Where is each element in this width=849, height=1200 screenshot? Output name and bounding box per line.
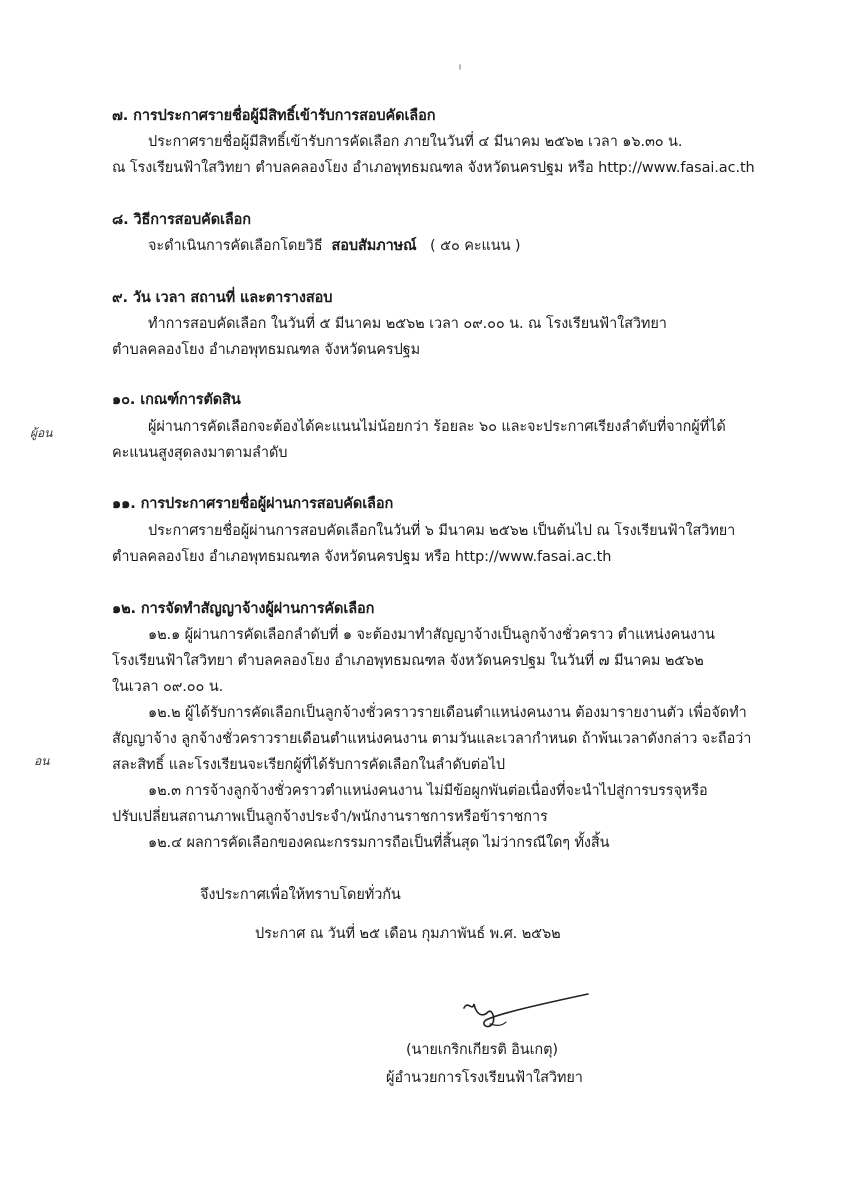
section-7-line-2: ณ โรงเรียนฟ้าใสวิทยา ตำบลคลองโยง อำเภอพุทธมณฑล จังหวัดนครปฐม หรือ http://www.fasai.ac.th xyxy=(112,160,755,176)
scan-speck xyxy=(459,64,461,70)
section-10-heading: ๑๐. เกณฑ์การตัดสิน xyxy=(112,392,241,408)
closing-announcement: จึงประกาศเพื่อให้ทราบโดยทั่วกัน xyxy=(200,887,401,903)
section-7-heading: ๗. การประกาศรายชื่อผู้มีสิทธิ์เข้ารับการสอบคัดเลือก xyxy=(112,108,436,124)
announcement-date: ประกาศ ณ วันที่ ๒๕ เดือน กุมภาพันธ์ พ.ศ. ๒๕๖๒ xyxy=(255,926,561,942)
section-8-score: ( ๕๐ คะแนน ) xyxy=(430,238,521,254)
section-12-2-line-3: สละสิทธิ์ และโรงเรียนจะเรียกผู้ที่ได้รับการคัดเลือกในลำดับต่อไป xyxy=(112,757,505,773)
section-12-4-line-1: ๑๒.๔ ผลการคัดเลือกของคณะกรรมการถือเป็นที่สิ้นสุด ไม่ว่ากรณีใดๆ ทั้งสิ้น xyxy=(148,835,610,851)
section-10-line-1: ผู้ผ่านการคัดเลือกจะต้องได้คะแนนไม่น้อยกว่า ร้อยละ ๖๐ และจะประกาศเรียงลำดับที่จากผู้ที่ได้ xyxy=(148,419,726,435)
section-9-line-1: ทำการสอบคัดเลือก ในวันที่ ๕ มีนาคม ๒๕๖๒ เวลา ๐๙.๐๐ น. ณ โรงเรียนฟ้าใสวิทยา xyxy=(148,316,667,332)
section-7-line-1: ประกาศรายชื่อผู้มีสิทธิ์เข้ารับการคัดเลือก ภายในวันที่ ๔ มีนาคม ๒๕๖๒ เวลา ๑๖.๓๐ น. xyxy=(148,134,683,150)
section-12-heading: ๑๒. การจัดทำสัญญาจ้างผู้ผ่านการคัดเลือก xyxy=(112,601,375,617)
section-9-line-2: ตำบลคลองโยง อำเภอพุทธมณฑล จังหวัดนครปฐม xyxy=(112,342,421,358)
section-8-method: สอบสัมภาษณ์ xyxy=(331,238,417,254)
handwritten-signature xyxy=(462,990,592,1034)
margin-handwritten-note-1: ผู้อน xyxy=(30,426,53,440)
section-11-line-1: ประกาศรายชื่อผู้ผ่านการสอบคัดเลือกในวันที่ ๖ มีนาคม ๒๕๖๒ เป็นต้นไป ณ โรงเรียนฟ้าใสวิทยา xyxy=(148,523,736,539)
section-12-2-line-2: สัญญาจ้าง ลูกจ้างชั่วคราวรายเดือนตำแหน่งคนงาน ตามวันและเวลากำหนด ถ้าพ้นเวลาดังกล่าว จะถือว่า xyxy=(112,731,752,747)
section-8-prefix: จะดำเนินการคัดเลือกโดยวิธี xyxy=(148,238,323,254)
margin-handwritten-note-2: อน xyxy=(34,754,50,768)
section-8-line-1 xyxy=(148,236,520,256)
signatory-name: (นายเกริกเกียรติ อินเกตุ) xyxy=(406,1042,558,1058)
section-12-2-line-1: ๑๒.๒ ผู้ได้รับการคัดเลือกเป็นลูกจ้างชั่วคราวรายเดือนตำแหน่งคนงาน ต้องมารายงานตัว เพื่อจัดทำ xyxy=(148,705,747,721)
section-12-1-line-2: โรงเรียนฟ้าใสวิทยา ตำบลคลองโยง อำเภอพุทธมณฑล จังหวัดนครปฐม ในวันที่ ๗ มีนาคม ๒๕๖๒ xyxy=(112,653,704,669)
section-11-line-2: ตำบลคลองโยง อำเภอพุทธมณฑล จังหวัดนครปฐม หรือ http://www.fasai.ac.th xyxy=(112,549,612,565)
section-9-heading: ๙. วัน เวลา สถานที่ และตารางสอบ xyxy=(112,290,333,306)
section-8-heading: ๘. วิธีการสอบคัดเลือก xyxy=(112,212,251,228)
section-12-3-line-1: ๑๒.๓ การจ้างลูกจ้างชั่วคราวตำแหน่งคนงาน ไม่มีข้อผูกพันต่อเนื่องที่จะนำไปสู่การบรรจุหรือ xyxy=(148,783,708,799)
section-12-1-line-1: ๑๒.๑ ผู้ผ่านการคัดเลือกลำดับที่ ๑ จะต้องมาทำสัญญาจ้างเป็นลูกจ้างชั่วคราว ตำแหน่งคนงาน xyxy=(148,627,715,643)
signatory-position: ผู้อำนวยการโรงเรียนฟ้าใสวิทยา xyxy=(386,1070,583,1086)
section-11-heading: ๑๑. การประกาศรายชื่อผู้ผ่านการสอบคัดเลือก xyxy=(112,496,394,512)
section-12-3-line-2: ปรับเปลี่ยนสถานภาพเป็นลูกจ้างประจำ/พนักงานราชการหรือข้าราชการ xyxy=(112,809,548,825)
section-12-1-line-3: ในเวลา ๐๙.๐๐ น. xyxy=(112,679,224,695)
section-10-line-2: คะแนนสูงสุดลงมาตามลำดับ xyxy=(112,445,288,461)
